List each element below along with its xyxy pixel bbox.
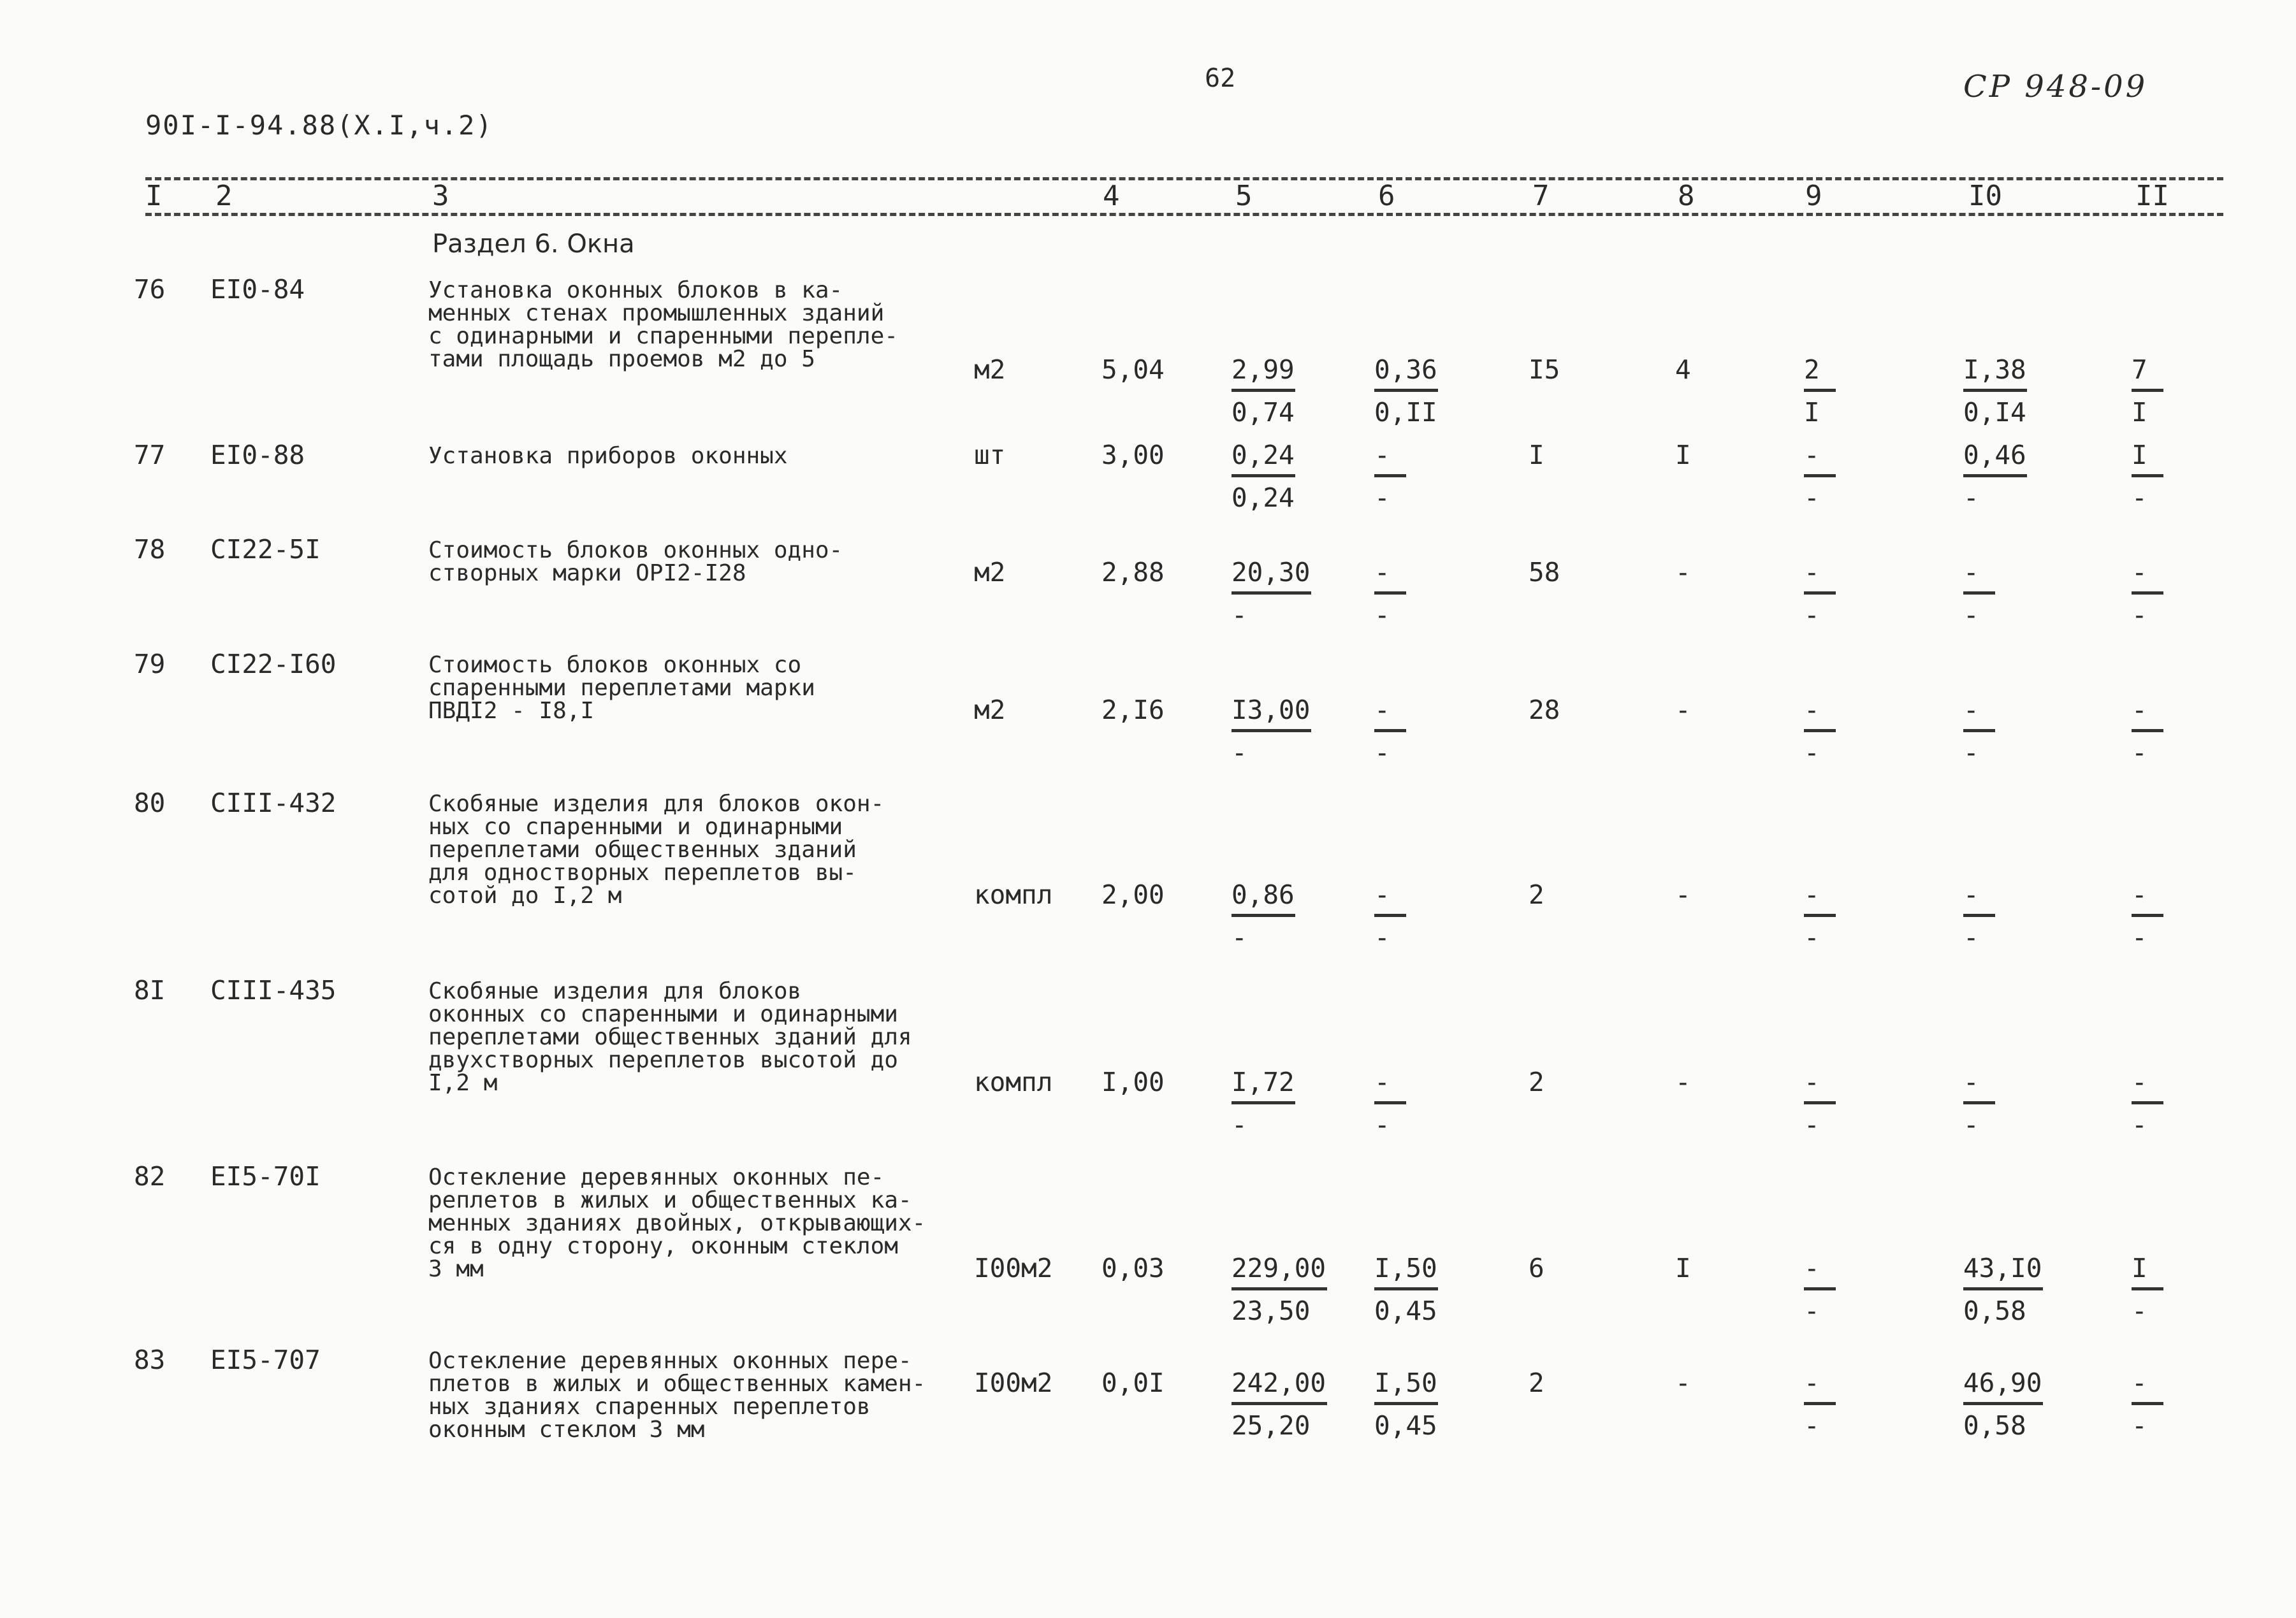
col5-value-denominator: - (1232, 922, 1247, 953)
col5-value-bar (1232, 1287, 1327, 1290)
col10-value-numerator: I,38 (1963, 354, 2026, 385)
quantity: I,00 (1101, 1067, 1165, 1097)
col6-value-denominator: 0,45 (1374, 1410, 1437, 1441)
col11-value-bar (2132, 1402, 2163, 1405)
quantity: 5,04 (1101, 354, 1165, 385)
col9-value (1804, 695, 1836, 768)
col11-value-bar (2132, 389, 2163, 392)
col9-value (1804, 440, 1836, 513)
col6-value (1374, 1253, 1438, 1326)
col5-value (1232, 440, 1295, 513)
col11-value-numerator: 7 (2132, 354, 2147, 385)
col6-value-numerator: - (1374, 440, 1390, 470)
column-header: I0 (1968, 180, 2002, 212)
col9-value-numerator: - (1804, 557, 1820, 588)
rate-code: CI22-5I (210, 534, 321, 565)
unit: шт (974, 440, 1006, 470)
col11-value (2132, 1368, 2163, 1441)
work-description: Стоимость блоков оконных со спаренными переплетами марки ПВДI2 - I8,I (428, 652, 815, 724)
col7-value: 28 (1529, 695, 1560, 725)
col6-value-numerator: - (1374, 879, 1390, 910)
col9-value-numerator: - (1804, 1067, 1820, 1097)
col5-value-numerator: 2,99 (1232, 354, 1295, 385)
col5-value-denominator: 25,20 (1232, 1410, 1311, 1441)
column-header: I (145, 180, 163, 212)
col9-value-numerator: - (1804, 440, 1820, 470)
col6-value-bar (1374, 1402, 1438, 1405)
col9-value-denominator: - (1804, 600, 1820, 630)
col9-value (1804, 354, 1836, 428)
col5-value-bar (1232, 591, 1311, 595)
col11-value-numerator: - (2132, 557, 2147, 588)
col11-value-denominator: - (2132, 737, 2147, 768)
unit: м2 (974, 557, 1006, 588)
column-header: 6 (1378, 180, 1395, 212)
col10-value (1963, 1067, 1995, 1140)
col6-value (1374, 879, 1406, 953)
col8-value: I (1675, 440, 1691, 470)
col9-value-bar (1804, 591, 1836, 595)
col9-value-numerator: - (1804, 1253, 1820, 1283)
col6-value (1374, 557, 1406, 630)
col10-value-denominator: - (1963, 737, 1979, 768)
work-description: Остекление деревянных оконных пере- плетов в жилых и общественных камен- ных зданиях спаренных переплетов оконным стеклом 3 мм (428, 1348, 926, 1443)
col10-value (1963, 1253, 2043, 1326)
col5-value (1232, 354, 1295, 428)
col6-value (1374, 695, 1406, 768)
col10-value-numerator: - (1963, 879, 1979, 910)
col7-value: 6 (1529, 1253, 1544, 1283)
col5-value-numerator: 0,24 (1232, 440, 1295, 470)
col8-value: I (1675, 1253, 1691, 1283)
work-description: Стоимость блоков оконных одно- створных марки ОРI2-I28 (428, 537, 843, 586)
col9-value-numerator: - (1804, 879, 1820, 910)
col6-value-bar (1374, 914, 1406, 917)
col7-value: I (1529, 440, 1544, 470)
col7-value: I5 (1529, 354, 1560, 385)
col10-value-denominator: 0,I4 (1963, 397, 2026, 428)
col9-value (1804, 557, 1836, 630)
table-header-rule (145, 213, 2223, 216)
col9-value-denominator: - (1804, 1410, 1820, 1441)
row-number: 77 (134, 440, 166, 470)
rate-code: EI5-70I (210, 1161, 321, 1192)
col6-value-denominator: - (1374, 737, 1390, 768)
col6-value-denominator: 0,45 (1374, 1296, 1437, 1326)
col11-value-numerator: I (2132, 1253, 2147, 1283)
col6-value-denominator: 0,II (1374, 397, 1437, 428)
work-description: Остекление деревянных оконных пе- реплетов в жилых и общественных ка- менных зданиях двойных, открывающих- ся в одну сторону, оконным стеклом 3 мм (428, 1164, 926, 1282)
document-code: 90I-I-94.88(X.I,ч.2) (145, 110, 493, 141)
col8-value: - (1675, 879, 1691, 910)
column-header: 9 (1805, 180, 1822, 212)
col10-value-bar (1963, 591, 1995, 595)
work-description: Скобяные изделия для блоков окон- ных со спаренными и одинарными переплетами общественных зданий для одностворных переплетов вы- сотой до I,2 м (428, 791, 885, 909)
col6-value (1374, 440, 1406, 513)
col6-value-denominator: - (1374, 600, 1390, 630)
col6-value-bar (1374, 474, 1406, 477)
col5-value-bar (1232, 474, 1295, 477)
col9-value-numerator: 2 (1804, 354, 1820, 385)
col9-value-bar (1804, 1287, 1836, 1290)
col11-value-bar (2132, 1101, 2163, 1104)
col5-value-bar (1232, 914, 1295, 917)
unit: I00м2 (974, 1368, 1053, 1398)
col9-value-denominator: - (1804, 1296, 1820, 1326)
rate-code: CI22-I60 (210, 649, 337, 679)
col11-value-denominator: - (2132, 1109, 2147, 1140)
col9-value-denominator: - (1804, 737, 1820, 768)
col9-value-numerator: - (1804, 1368, 1820, 1398)
column-header: II (2135, 180, 2169, 212)
unit: I00м2 (974, 1253, 1053, 1283)
col10-value-denominator: - (1963, 600, 1979, 630)
col10-value-denominator: 0,58 (1963, 1410, 2026, 1441)
col5-value-numerator: 20,30 (1232, 557, 1311, 588)
col5-value (1232, 557, 1311, 630)
col6-value-numerator: - (1374, 1067, 1390, 1097)
col11-value (2132, 1253, 2163, 1326)
col10-value-numerator: 0,46 (1963, 440, 2026, 470)
col11-value-bar (2132, 474, 2163, 477)
col9-value-bar (1804, 1101, 1836, 1104)
col10-value (1963, 440, 2027, 513)
unit: компл (974, 1067, 1053, 1097)
col11-value-denominator: I (2132, 397, 2147, 428)
col10-value-bar (1963, 1101, 1995, 1104)
col6-value-numerator: - (1374, 695, 1390, 725)
row-number: 80 (134, 788, 166, 818)
col7-value: 2 (1529, 1368, 1544, 1398)
col11-value (2132, 557, 2163, 630)
rate-code: CIII-432 (210, 788, 337, 818)
quantity: 0,03 (1101, 1253, 1165, 1283)
rate-code: EI5-707 (210, 1345, 321, 1375)
col5-value-bar (1232, 389, 1295, 392)
col6-value-bar (1374, 1101, 1406, 1104)
col10-value-denominator: - (1963, 1109, 1979, 1140)
work-description: Установка приборов оконных (428, 443, 788, 469)
row-number: 82 (134, 1161, 166, 1192)
column-header: 7 (1532, 180, 1550, 212)
col7-value: 58 (1529, 557, 1560, 588)
col10-value (1963, 695, 1995, 768)
col11-value-bar (2132, 591, 2163, 595)
unit: м2 (974, 354, 1006, 385)
quantity: 2,I6 (1101, 695, 1165, 725)
row-number: 79 (134, 649, 166, 679)
column-header: 4 (1103, 180, 1120, 212)
col11-value-denominator: - (2132, 1410, 2147, 1441)
col10-value (1963, 879, 1995, 953)
col11-value (2132, 695, 2163, 768)
col11-value-bar (2132, 914, 2163, 917)
col11-value (2132, 879, 2163, 953)
col11-value-numerator: - (2132, 1368, 2147, 1398)
col5-value-denominator: 23,50 (1232, 1296, 1311, 1326)
col9-value-bar (1804, 1402, 1836, 1405)
col5-value-bar (1232, 1402, 1327, 1405)
col10-value-numerator: - (1963, 1067, 1979, 1097)
col10-value-denominator: - (1963, 922, 1979, 953)
col10-value-numerator: 43,I0 (1963, 1253, 2042, 1283)
rate-code: EI0-88 (210, 440, 305, 470)
col6-value-numerator: I,50 (1374, 1253, 1437, 1283)
col10-value-numerator: - (1963, 557, 1979, 588)
work-description: Скобяные изделия для блоков оконных со спаренными и одинарными переплетами общественных зданий для двухстворных переплетов высотой до I,2 м (428, 978, 912, 1096)
col10-value (1963, 354, 2027, 428)
col6-value-numerator: - (1374, 557, 1390, 588)
col9-value (1804, 1368, 1836, 1441)
col11-value-denominator: - (2132, 600, 2147, 630)
col5-value-denominator: - (1232, 1109, 1247, 1140)
col10-value-bar (1963, 914, 1995, 917)
col6-value-bar (1374, 591, 1406, 595)
col5-value-numerator: 229,00 (1232, 1253, 1326, 1283)
document-stamp: СР 948-09 (1963, 69, 2148, 105)
quantity: 2,88 (1101, 557, 1165, 588)
col6-value-bar (1374, 389, 1438, 392)
quantity: 3,00 (1101, 440, 1165, 470)
col11-value-bar (2132, 729, 2163, 732)
col10-value-numerator: 46,90 (1963, 1368, 2042, 1398)
col6-value (1374, 354, 1438, 428)
col9-value (1804, 1253, 1836, 1326)
col5-value (1232, 695, 1311, 768)
col6-value (1374, 1368, 1438, 1441)
page-number: 62 (1205, 64, 1236, 93)
unit: компл (974, 879, 1053, 910)
col11-value-denominator: - (2132, 482, 2147, 513)
col10-value (1963, 557, 1995, 630)
col6-value-denominator: - (1374, 922, 1390, 953)
col11-value (2132, 1067, 2163, 1140)
col9-value (1804, 1067, 1836, 1140)
col9-value-denominator: - (1804, 922, 1820, 953)
col7-value: 2 (1529, 879, 1544, 910)
col5-value-bar (1232, 729, 1311, 732)
quantity: 2,00 (1101, 879, 1165, 910)
rate-code: EI0-84 (210, 274, 305, 305)
col6-value (1374, 1067, 1406, 1140)
col5-value-numerator: 0,86 (1232, 879, 1295, 910)
col10-value (1963, 1368, 2043, 1441)
col10-value-bar (1963, 1287, 2043, 1290)
col9-value-bar (1804, 389, 1836, 392)
col5-value (1232, 1067, 1295, 1140)
col9-value-bar (1804, 914, 1836, 917)
col8-value: - (1675, 695, 1691, 725)
col6-value-denominator: - (1374, 1109, 1390, 1140)
col11-value-denominator: - (2132, 922, 2147, 953)
col6-value-bar (1374, 1287, 1438, 1290)
col10-value-numerator: - (1963, 695, 1979, 725)
col5-value-numerator: 242,00 (1232, 1368, 1326, 1398)
col6-value-numerator: 0,36 (1374, 354, 1437, 385)
col11-value-numerator: - (2132, 1067, 2147, 1097)
col11-value-numerator: I (2132, 440, 2147, 470)
col5-value-denominator: 0,24 (1232, 482, 1295, 513)
col7-value: 2 (1529, 1067, 1544, 1097)
row-number: 8I (134, 975, 166, 1006)
col9-value (1804, 879, 1836, 953)
unit: м2 (974, 695, 1006, 725)
col9-value-denominator: - (1804, 1109, 1820, 1140)
column-header: 5 (1235, 180, 1253, 212)
col8-value: - (1675, 557, 1691, 588)
col9-value-denominator: I (1804, 397, 1820, 428)
col11-value (2132, 354, 2163, 428)
work-description: Установка оконных блоков в ка- менных стенах промышленных зданий с одинарными и спаренными перепле- тами площадь проемов м2 до 5 (428, 277, 898, 372)
col8-value: - (1675, 1368, 1691, 1398)
row-number: 78 (134, 534, 166, 565)
col5-value-numerator: I,72 (1232, 1067, 1295, 1097)
col5-value (1232, 1368, 1327, 1441)
col9-value-bar (1804, 474, 1836, 477)
col10-value-denominator: - (1963, 482, 1979, 513)
column-header: 2 (215, 180, 233, 212)
col11-value-numerator: - (2132, 879, 2147, 910)
col10-value-bar (1963, 389, 2027, 392)
col10-value-denominator: 0,58 (1963, 1296, 2026, 1326)
col9-value-numerator: - (1804, 695, 1820, 725)
col6-value-bar (1374, 729, 1406, 732)
column-header: 3 (432, 180, 449, 212)
col11-value (2132, 440, 2163, 513)
col5-value (1232, 1253, 1327, 1326)
section-title: Раздел 6. Окна (432, 229, 635, 259)
col9-value-bar (1804, 729, 1836, 732)
col5-value-denominator: - (1232, 600, 1247, 630)
col6-value-numerator: I,50 (1374, 1368, 1437, 1398)
table-top-rule (145, 177, 2223, 180)
col5-value-denominator: 0,74 (1232, 397, 1295, 428)
col5-value-denominator: - (1232, 737, 1247, 768)
col6-value-denominator: - (1374, 482, 1390, 513)
col5-value (1232, 879, 1295, 953)
col9-value-denominator: - (1804, 482, 1820, 513)
col8-value: 4 (1675, 354, 1691, 385)
col11-value-bar (2132, 1287, 2163, 1290)
rate-code: CIII-435 (210, 975, 337, 1006)
col8-value: - (1675, 1067, 1691, 1097)
col11-value-denominator: - (2132, 1296, 2147, 1326)
col5-value-numerator: I3,00 (1232, 695, 1311, 725)
col11-value-numerator: - (2132, 695, 2147, 725)
row-number: 76 (134, 274, 166, 305)
quantity: 0,0I (1101, 1368, 1165, 1398)
row-number: 83 (134, 1345, 166, 1375)
column-header: 8 (1678, 180, 1695, 212)
col10-value-bar (1963, 1402, 2043, 1405)
col10-value-bar (1963, 729, 1995, 732)
col5-value-bar (1232, 1101, 1295, 1104)
col10-value-bar (1963, 474, 2027, 477)
